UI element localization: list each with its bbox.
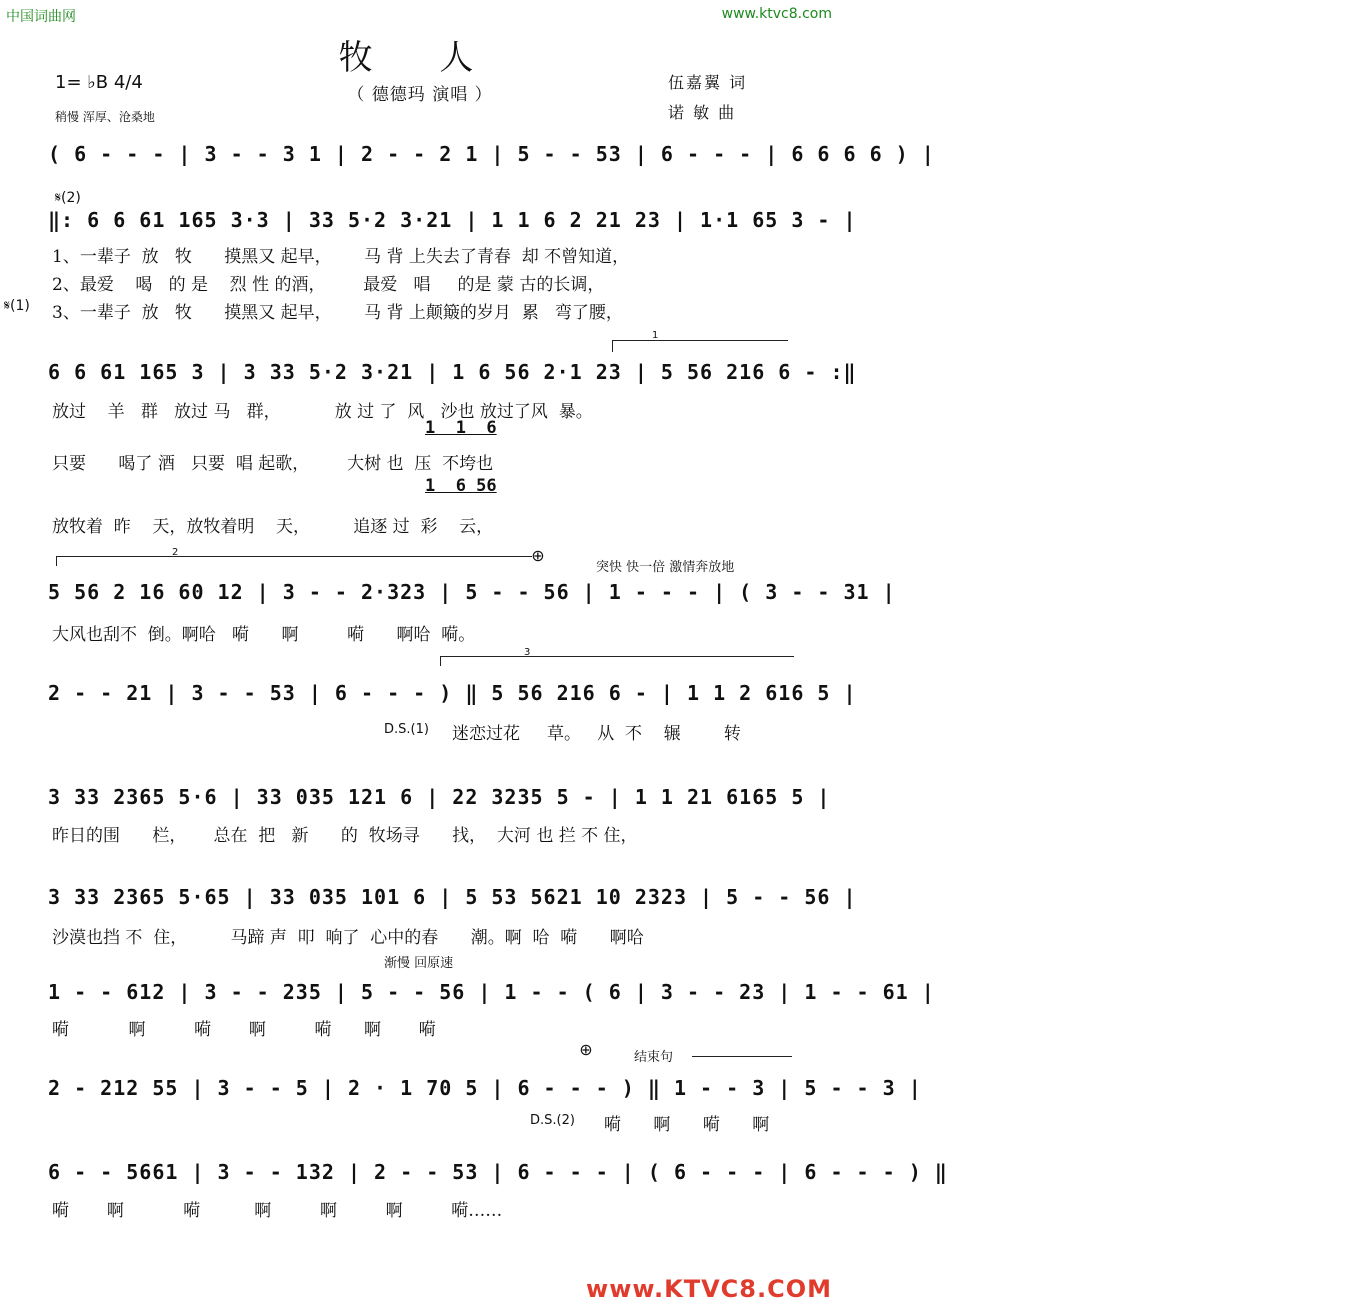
notation-line-9: 2 - 212 55 | 3 - - 5 | 2 · 1 70 5 | 6 - - - ) ‖ 1 - - 3 | 5 - - 3 | xyxy=(48,1076,922,1100)
notation-line-5: 2 - - 21 | 3 - - 53 | 6 - - - ) ‖ 5 56 216 6 - | 1 1 2 616 5 | xyxy=(48,681,857,705)
notation-line-10: 6 - - 5661 | 3 - - 132 | 2 - - 53 | 6 - - - | ( 6 - - - | 6 - - - ) ‖ xyxy=(48,1160,948,1184)
volta-3-number: 3 xyxy=(524,647,531,658)
site-name-left[interactable]: 中国词曲网 xyxy=(6,9,76,25)
speed-change-marking: 突快 快一倍 激情奔放地 xyxy=(596,560,735,575)
lyric-line-5: 只要 喝了 酒 只要 唱 起歌， 大树 也 压 不垮也 xyxy=(52,454,494,474)
alt-notes-verse-3: 1 6 56 xyxy=(425,476,497,496)
coda-icon: ⊕ xyxy=(531,546,545,565)
song-title: 牧 人 xyxy=(338,38,502,78)
segno-2-mark: 𝄋(2) xyxy=(55,190,81,206)
tempo-marking: 稍慢 浑厚、沧桑地 xyxy=(55,110,155,124)
site-url-right[interactable]: www.ktvc8.com xyxy=(721,6,832,22)
rit-marking: 渐慢 回原速 xyxy=(384,956,454,971)
alt-notes-verse-2: 1 1 6 xyxy=(425,418,497,438)
lyric-line-8: 迷恋过花 草。 从 不 辗 转 xyxy=(452,724,741,744)
notation-line-4: 5 56 2 16 60 12 | 3 - - 2·323 | 5 - - 56 | 1 - - - | ( 3 - - 31 | xyxy=(48,580,896,604)
notation-line-7: 3 33 2365 5·65 | 33 035 101 6 | 5 53 5621 10 2323 | 5 - - 56 | xyxy=(48,885,857,909)
coda-icon-ending: ⊕ xyxy=(579,1040,593,1059)
volta-2-bracket-tick xyxy=(56,556,57,566)
volta-1-bracket-tick xyxy=(612,340,613,352)
notation-line-8: 1 - - 612 | 3 - - 235 | 5 - - 56 | 1 - - ( 6 | 3 - - 23 | 1 - - 61 | xyxy=(48,980,935,1004)
lyric-line-9: 昨日的围 栏， 总在 把 新 的 牧场寻 找， 大河 也 拦 不 住， xyxy=(52,826,638,846)
lyric-line-7: 大风也刮不 倒。啊哈 嗬 啊 嗬 啊哈 嗬。 xyxy=(52,625,476,645)
notation-line-3: 6 6 61 165 3 | 3 33 5·2 3·21 | 1 6 56 2·1 23 | 5 56 216 6 - :‖ xyxy=(48,360,857,384)
composer-credit: 诺 敏 曲 xyxy=(668,103,737,122)
lyric-line-6: 放牧着 昨 天，放牧着明 天， 追逐 过 彩 云， xyxy=(52,517,494,537)
volta-1-number: 1 xyxy=(652,330,659,341)
lyric-line-12: 嗬 啊 嗬 啊 xyxy=(604,1115,770,1135)
lyric-verse-1: 1、一辈子 放 牧 摸黑又 起早， 马 背 上失去了青春 却 不曾知道， xyxy=(52,247,630,267)
ds-1-marking: D.S.(1) xyxy=(384,722,429,737)
lyric-line-11: 嗬 啊 嗬 啊 嗬 啊 嗬 xyxy=(52,1020,436,1040)
volta-2-number: 2 xyxy=(172,547,179,558)
notation-line-1: ( 6 - - - | 3 - - 3 1 | 2 - - 2 1 | 5 - - 53 | 6 - - - | 6 6 6 6 ) | xyxy=(48,142,935,166)
singer-credit: （ 德德玛 演唱 ） xyxy=(347,85,493,105)
notation-line-2: ‖: 6 6 61 165 3·3 | 33 5·2 3·21 | 1 1 6 2 21 23 | 1·1 65 3 - | xyxy=(48,208,857,232)
segno-1-mark: 𝄋(1) xyxy=(4,298,30,314)
volta-2-bracket xyxy=(56,556,532,557)
lyric-verse-3: 3、一辈子 放 牧 摸黑又 起早， 马 背 上颠簸的岁月 累 弯了腰， xyxy=(52,303,623,323)
lyricist-credit: 伍嘉翼 词 xyxy=(668,73,748,92)
ending-line xyxy=(692,1056,792,1057)
ds-2-marking: D.S.(2) xyxy=(530,1113,575,1128)
lyric-line-13: 嗬 啊 嗬 啊 啊 啊 嗬…… xyxy=(52,1201,503,1221)
volta-1-bracket xyxy=(612,340,788,341)
volta-3-bracket xyxy=(440,656,794,657)
notation-line-6: 3 33 2365 5·6 | 33 035 121 6 | 22 3235 5 - | 1 1 21 6165 5 | xyxy=(48,785,831,809)
key-signature: 1= ♭B 4/4 xyxy=(55,72,143,93)
watermark-logo: www.KTVC8.COM xyxy=(586,1275,832,1303)
volta-3-bracket-tick xyxy=(440,656,441,666)
lyric-verse-2: 2、最爱 喝 的 是 烈 性 的酒， 最爱 唱 的是 蒙 古的长调， xyxy=(52,275,605,295)
lyric-line-4: 放过 羊 群 放过 马 群， 放 过 了 风 沙也 放过了风 暴。 xyxy=(52,402,593,422)
lyric-line-10: 沙漠也挡 不 住， 马蹄 声 叩 响了 心中的春 潮。啊 哈 嗬 啊哈 xyxy=(52,928,644,948)
ending-section-label: 结束句 xyxy=(634,1050,674,1065)
